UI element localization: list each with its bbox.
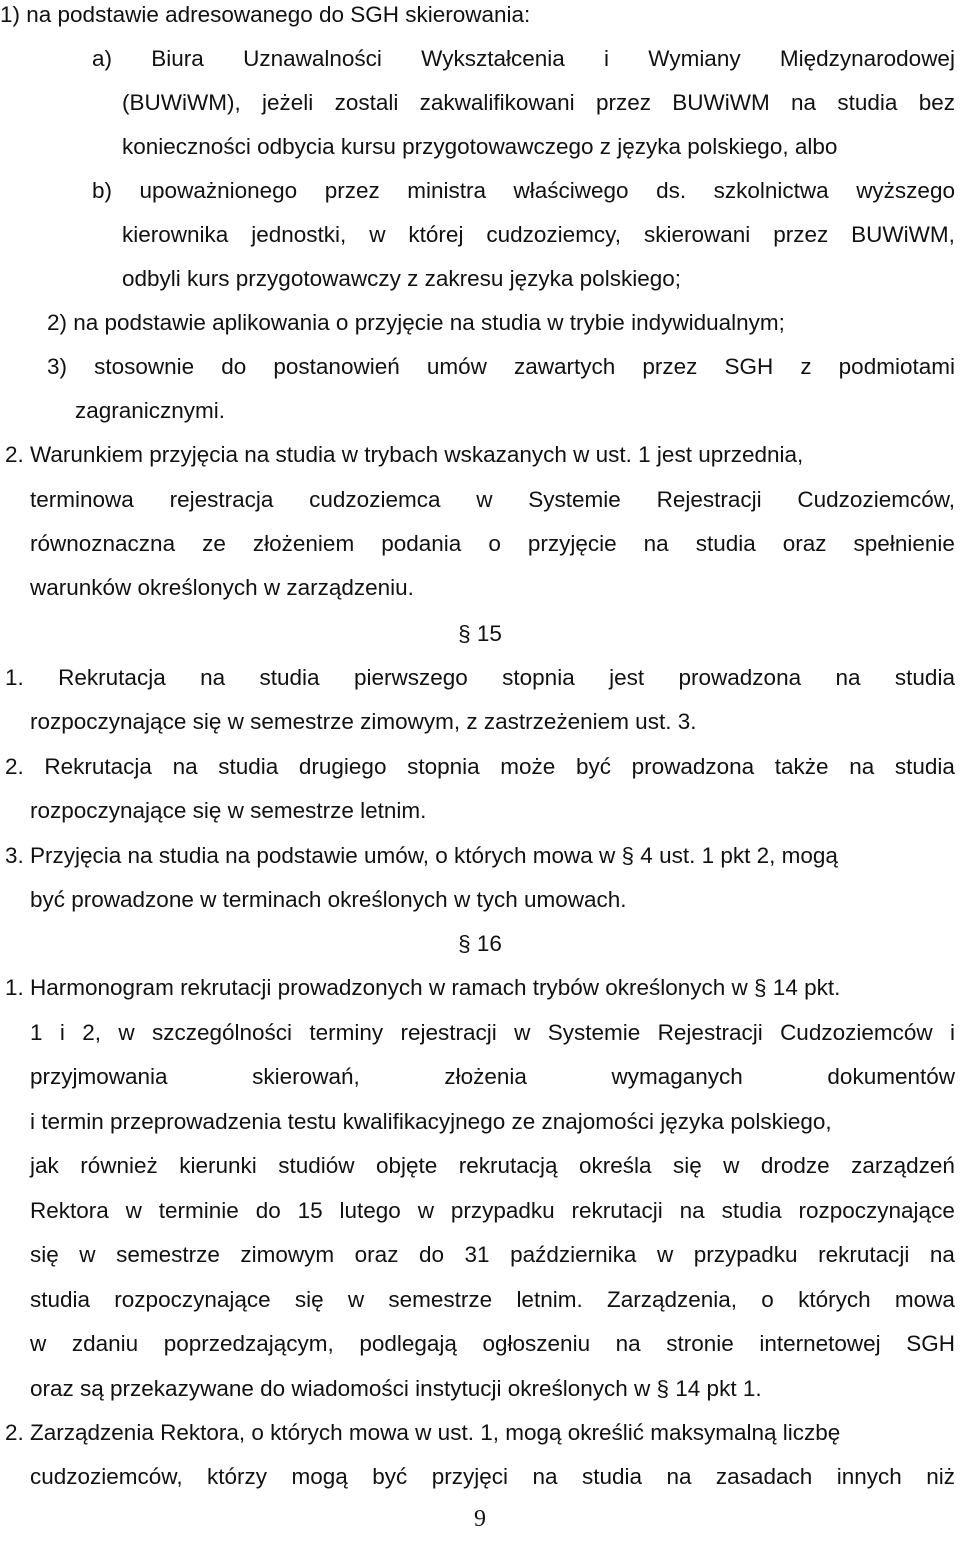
text-line: w zdaniu poprzedzającym, podlegają ogłoszeniu na stronie internetowej SGH: [30, 1331, 955, 1356]
text-line: studia rozpoczynające się w semestrze letnim. Zarządzenia, o których mowa: [30, 1287, 955, 1312]
text-line: 1) na podstawie adresowanego do SGH skierowania:: [0, 2, 531, 27]
text-line: odbyli kurs przygotowawczy z zakresu języka polskiego;: [122, 266, 681, 291]
text-line: rozpoczynające się w semestrze letnim.: [30, 798, 427, 823]
text-line: terminowa rejestracja cudzoziemca w Systemie Rejestracji Cudzoziemców,: [30, 487, 955, 512]
text-line: 1. Harmonogram rekrutacji prowadzonych w ramach trybów określonych w § 14 pkt.: [5, 975, 841, 1000]
text-line: być prowadzone w terminach określonych w tych umowach.: [30, 887, 627, 912]
text-line: 1. Rekrutacja na studia pierwszego stopnia jest prowadzona na studia: [5, 665, 955, 690]
text-line: b) upoważnionego przez ministra właściwego ds. szkolnictwa wyższego: [92, 178, 955, 203]
text-line: 2. Rekrutacja na studia drugiego stopnia może być prowadzona także na studia: [5, 754, 955, 779]
text-line: warunków określonych w zarządzeniu.: [30, 575, 414, 600]
text-line: rozpoczynające się w semestrze zimowym, z zastrzeżeniem ust. 3.: [30, 709, 697, 734]
text-line: oraz są przekazywane do wiadomości instytucji określonych w § 14 pkt 1.: [30, 1376, 762, 1401]
text-line: równoznaczna ze złożeniem podania o przyjęcie na studia oraz spełnienie: [30, 531, 955, 556]
text-line: przyjmowania skierowań, złożenia wymaganych dokumentów: [30, 1064, 955, 1089]
text-line: cudzoziemców, którzy mogą być przyjęci na studia na zasadach innych niż: [30, 1464, 955, 1489]
section-heading: § 15: [458, 621, 502, 646]
text-line: 1 i 2, w szczególności terminy rejestracji w Systemie Rejestracji Cudzoziemców i: [30, 1020, 955, 1045]
text-line: 3. Przyjęcia na studia na podstawie umów, o których mowa w § 4 ust. 1 pkt 2, mogą: [5, 843, 838, 868]
text-line: i termin przeprowadzenia testu kwalifikacyjnego ze znajomości języka polskiego,: [30, 1109, 832, 1134]
text-line: Rektora w terminie do 15 lutego w przypadku rekrutacji na studia rozpoczynające: [30, 1198, 955, 1223]
text-line: konieczności odbycia kursu przygotowawczego z języka polskiego, albo: [122, 134, 838, 159]
text-line: a) Biura Uznawalności Wykształcenia i Wymiany Międzynarodowej: [92, 46, 955, 71]
text-line: zagranicznymi.: [75, 398, 226, 423]
section-heading: § 16: [458, 931, 502, 956]
text-line: się w semestrze zimowym oraz do 31 października w przypadku rekrutacji na: [30, 1242, 955, 1267]
text-line: 3) stosownie do postanowień umów zawartych przez SGH z podmiotami: [47, 354, 955, 379]
page-number: 9: [474, 1506, 486, 1532]
text-line: (BUWiWM), jeżeli zostali zakwalifikowani przez BUWiWM na studia bez: [122, 90, 955, 115]
text-line: 2. Zarządzenia Rektora, o których mowa w ust. 1, mogą określić maksymalną liczbę: [5, 1420, 841, 1445]
text-line: jak również kierunki studiów objęte rekrutacją określa się w drodze zarządzeń: [30, 1153, 955, 1178]
text-line: 2) na podstawie aplikowania o przyjęcie na studia w trybie indywidualnym;: [47, 310, 785, 335]
text-line: 2. Warunkiem przyjęcia na studia w trybach wskazanych w ust. 1 jest uprzednia,: [5, 442, 804, 467]
text-line: kierownika jednostki, w której cudzoziemcy, skierowani przez BUWiWM,: [122, 222, 955, 247]
